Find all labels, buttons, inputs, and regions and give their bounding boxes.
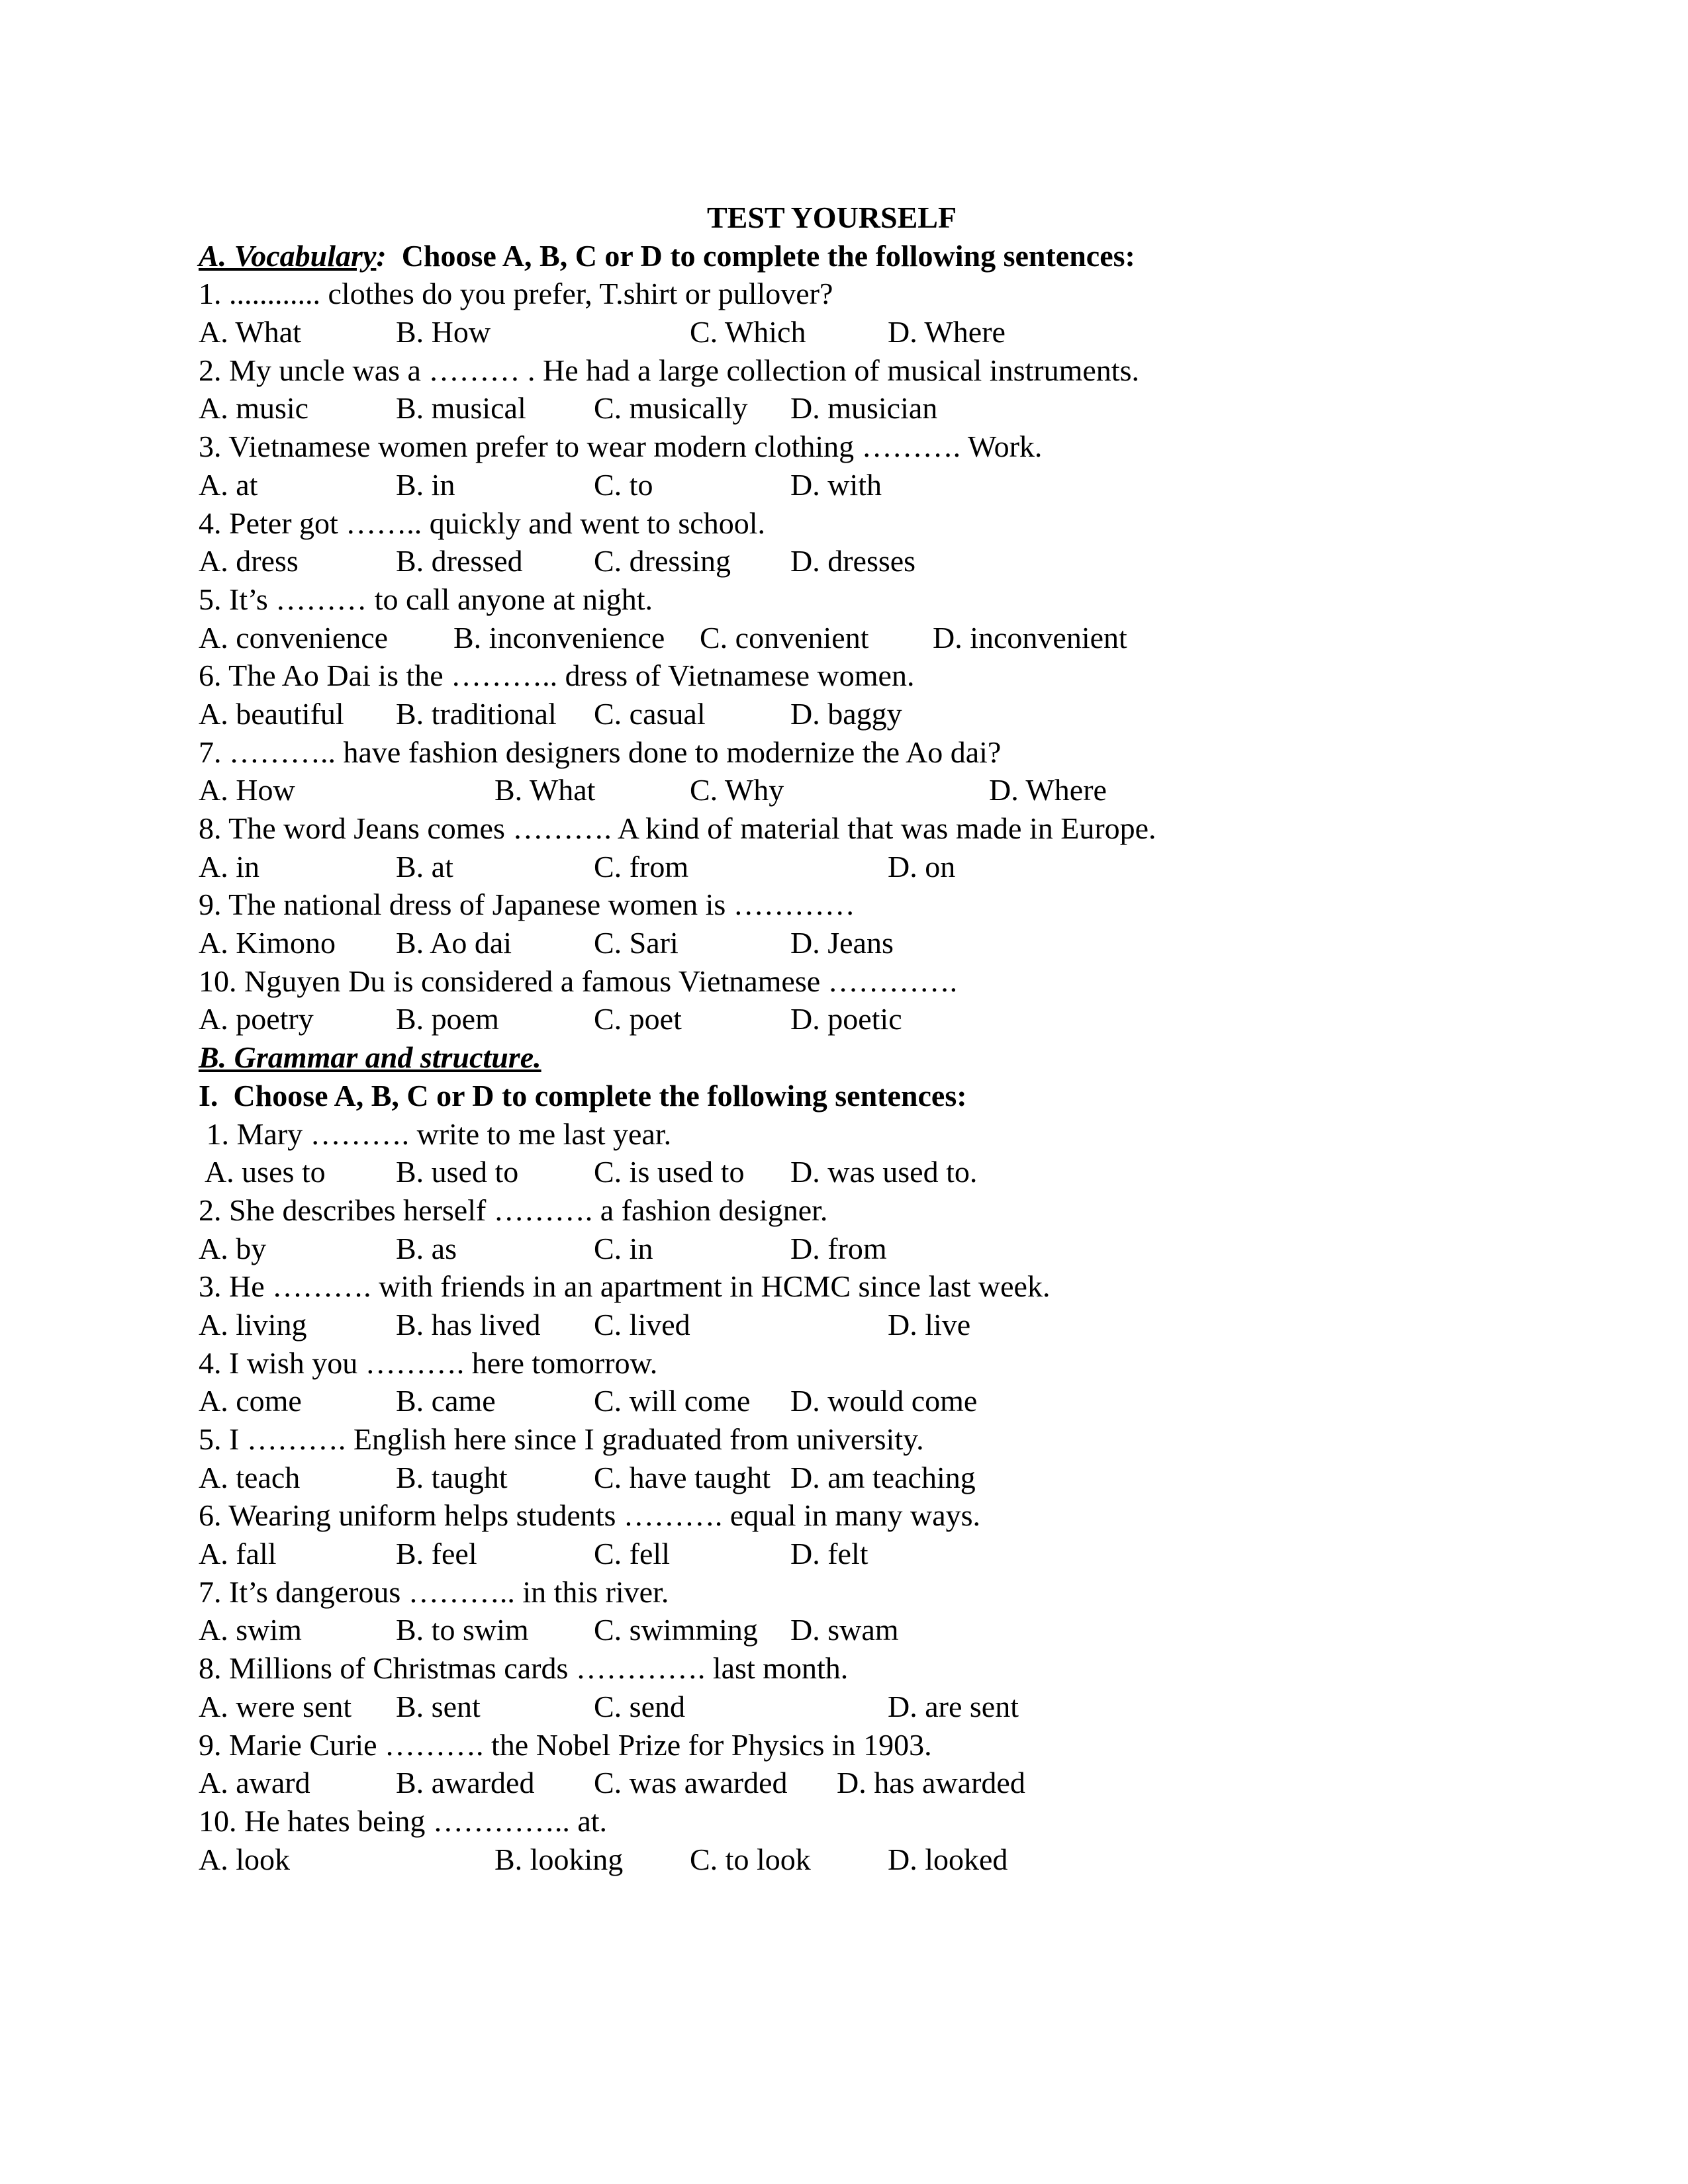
answer-option-c: C. from [594,849,689,884]
answer-options-row [199,1611,1523,1649]
answer-option-b: B. looking [494,1842,624,1876]
answer-options-row [199,466,1523,504]
answer-option-b: B. How [396,315,491,349]
answer-option-a: A. dress [199,544,299,578]
answer-option-d: D. baggy [790,696,902,731]
question-stem: 10. Nguyen Du is considered a famous Vietnamese …………. [199,964,958,998]
question-stem: 9. The national dress of Japanese women is ………… [199,887,855,922]
answer-option-d: D. felt [790,1537,868,1571]
answer-option-a: A. Kimono [199,926,336,960]
answer-option-a: A. How [199,773,295,807]
section-b-label: B. Grammar and structure. [199,1040,541,1075]
answer-option-c: C. Sari [594,926,679,960]
answer-options-row [199,1535,1523,1573]
answer-options-row [199,1459,1523,1497]
question-stem: 2. My uncle was a ……… . He had a large collection of musical instruments. [199,353,1139,387]
answer-option-a: A. music [199,391,309,426]
question-stem: 3. He ………. with friends in an apartment in HCMC since last week. [199,1269,1051,1304]
answer-option-d: D. am teaching [790,1460,976,1494]
answer-option-d: D. live [888,1307,971,1342]
answer-option-b: B. awarded [396,1766,535,1800]
answer-options-row [199,313,1523,351]
answer-options-row [199,1841,1523,1879]
answer-option-d: D. Where [888,315,1006,349]
answer-options-row [199,542,1523,580]
question-stem: 8. Millions of Christmas cards …………. last month. [199,1651,849,1686]
answer-option-c: C. Which [690,315,806,349]
answer-option-b: B. dressed [396,544,523,578]
answer-option-d: D. are sent [888,1689,1019,1723]
answer-option-c: C. swimming [594,1613,758,1647]
answer-option-d: D. inconvenient [933,620,1127,655]
answer-option-b: B. has lived [396,1307,541,1342]
question-stem: 4. Peter got …….. quickly and went to school. [199,506,765,540]
answer-option-d: D. looked [888,1842,1008,1876]
answer-option-b: B. traditional [396,696,557,731]
section-b-part-i-instruction: I. Choose A, B, C or D to complete the following sentences: [199,1078,967,1113]
answer-option-c: C. fell [594,1537,670,1571]
answer-option-a: A. swim [199,1613,302,1647]
answer-option-b: B. What [494,773,596,807]
question-stem: 6. The Ao Dai is the ……….. dress of Vietnamese women. [199,659,915,693]
answer-option-b: B. sent [396,1689,481,1723]
answer-option-b: B. at [396,849,453,884]
answer-option-d: D. swam [790,1613,899,1647]
answer-options-row [199,695,1523,733]
answer-option-d: D. was used to. [790,1155,978,1189]
answer-option-b: B. used to [396,1155,519,1189]
answer-option-c: C. send [594,1689,685,1723]
question-stem: 7. ……….. have fashion designers done to modernize the Ao dai? [199,735,1002,769]
answer-option-c: C. convenient [700,620,869,655]
answer-option-a: A. come [199,1384,302,1418]
answer-option-a: A. What [199,315,302,349]
answer-option-b: B. as [396,1231,457,1265]
answer-option-d: D. on [888,849,956,884]
answer-option-c: C. to [594,467,653,502]
answer-option-d: D. Where [989,773,1107,807]
answer-option-a: A. fall [199,1537,277,1571]
answer-options-row [199,1688,1523,1726]
answer-options-row [199,848,1523,886]
question-stem: 9. Marie Curie ………. the Nobel Prize for Physics in 1903. [199,1727,932,1762]
answer-options-row [199,1764,1523,1802]
section-a-questions [199,275,1523,1038]
answer-option-b: B. inconvenience [453,620,665,655]
answer-option-c: C. casual [594,696,706,731]
answer-option-c: C. have taught [594,1460,771,1494]
answer-options-row [199,619,1523,657]
answer-option-d: D. musician [790,391,938,426]
answer-option-b: B. poem [396,1002,499,1036]
question-stem: 1. Mary ………. write to me last year. [199,1116,672,1151]
question-stem: 8. The word Jeans comes ………. A kind of material that was made in Europe. [199,811,1156,845]
answer-option-b: B. in [396,467,455,502]
question-stem: 4. I wish you ………. here tomorrow. [199,1345,658,1380]
answer-option-c: C. dressing [594,544,731,578]
answer-options-row [199,1230,1523,1268]
answer-options-row [199,771,1523,809]
answer-option-a: A. look [199,1842,290,1876]
answer-option-a: A. in [199,849,259,884]
answer-option-c: C. Why [690,773,784,807]
question-stem: 10. He hates being ………….. at. [199,1803,608,1838]
answer-option-d: D. has awarded [837,1766,1025,1800]
answer-option-d: D. poetic [790,1002,902,1036]
question-stem: 5. It’s ……… to call anyone at night. [199,582,653,616]
answer-option-c: C. is used to [594,1155,745,1189]
answer-option-b: B. musical [396,391,526,426]
answer-option-b: B. came [396,1384,496,1418]
question-stem: 3. Vietnamese women prefer to wear modern clothing ………. Work. [199,430,1043,464]
question-stem: 6. Wearing uniform helps students ………. equal in many ways. [199,1498,981,1533]
answer-option-c: C. to look [690,1842,811,1876]
section-a-colon: : [376,238,387,273]
section-a-instruction: Choose A, B, C or D to complete the following sentences: [401,238,1135,273]
page-title: TEST YOURSELF [707,201,957,234]
answer-option-d: D. with [790,467,882,502]
answer-option-d: D. would come [790,1384,978,1418]
answer-option-d: D. from [790,1231,887,1265]
answer-option-b: B. feel [396,1537,477,1571]
answer-option-b: B. to swim [396,1613,529,1647]
section-b-heading [199,1038,1523,1077]
answer-options-row [199,389,1523,428]
answer-option-c: C. in [594,1231,653,1265]
answer-option-a: A. beautiful [199,696,344,731]
answer-options-row [199,1153,1523,1191]
section-a-heading [199,237,1523,275]
answer-option-a: A. teach [199,1460,301,1494]
answer-option-a: A. by [199,1231,267,1265]
section-b-questions [199,1115,1523,1879]
answer-option-c: C. poet [594,1002,682,1036]
answer-option-a: A. poetry [199,1002,314,1036]
answer-option-a: A. uses to [199,1155,326,1189]
answer-option-a: A. award [199,1766,310,1800]
answer-option-c: C. musically [594,391,748,426]
answer-option-c: C. was awarded [594,1766,788,1800]
question-stem: 5. I ………. English here since I graduated from university. [199,1422,924,1456]
answer-option-d: D. dresses [790,544,916,578]
answer-option-a: A. convenience [199,620,389,655]
answer-options-row [199,1306,1523,1344]
answer-options-row [199,1382,1523,1420]
answer-options-row [199,1000,1523,1038]
worksheet [199,199,1523,1878]
answer-option-d: D. Jeans [790,926,894,960]
question-stem: 2. She describes herself ………. a fashion designer. [199,1193,828,1227]
answer-option-b: B. taught [396,1460,508,1494]
question-stem: 1. ............ clothes do you prefer, T.shirt or pullover? [199,277,833,311]
answer-option-c: C. lived [594,1307,690,1342]
section-a-label: A. Vocabulary [199,238,377,273]
section-a-instruction-gap [387,239,402,273]
answer-option-a: A. at [199,467,258,502]
answer-option-c: C. will come [594,1384,751,1418]
answer-options-row [199,924,1523,962]
answer-option-a: A. living [199,1307,307,1342]
answer-option-a: A. were sent [199,1689,352,1723]
answer-option-b: B. Ao dai [396,926,512,960]
question-stem: 7. It’s dangerous ……….. in this river. [199,1574,669,1609]
